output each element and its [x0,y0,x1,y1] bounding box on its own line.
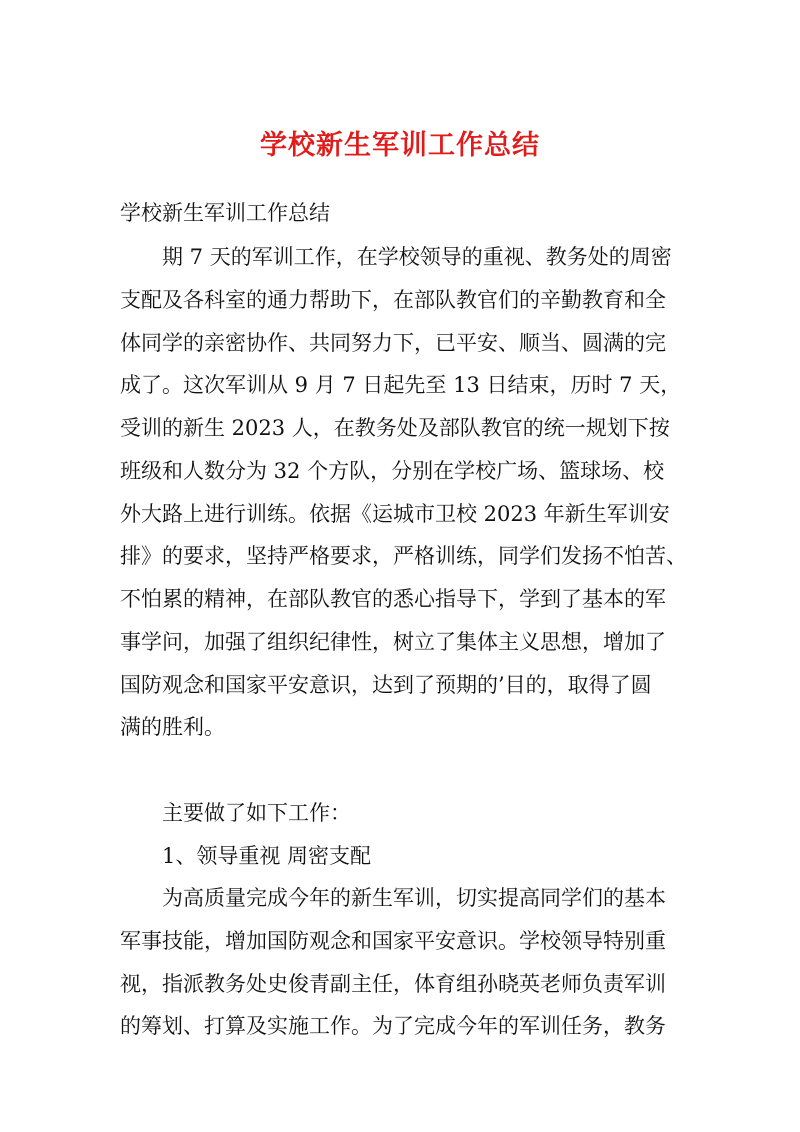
paragraph1-line-7: 外大路上进行训练。依据《运城市卫校 2023 年新生军训安 [120,502,670,526]
document-title: 学校新生军训工作总结 [260,130,540,161]
paragraph2-line-4: 的筹划、打算及实施工作。为了完成今年的军训任务，教务 [120,1014,666,1038]
section1-heading: 1、领导重视 周密支配 [162,844,372,868]
section-intro: 主要做了如下工作： [162,801,351,825]
paragraph1-line-2: 支配及各科室的通力帮助下，在部队教官们的辛勤教育和全 [120,288,666,312]
paragraph1-line-1: 期 7 天的军训工作，在学校领导的重视、教务处的周密 [162,245,672,269]
paragraph1-line-4: 成了。这次军训从 9 月 7 日起先至 13 日结束，历时 7 天， [120,373,682,397]
paragraph1-line-10: 事学问，加强了组织纪律性，树立了集体主义思想，增加了 [120,630,666,654]
paragraph1-line-6: 班级和人数分为 32 个方队，分别在学校广场、篮球场、校 [120,459,665,483]
paragraph2-line-2: 军事技能，增加国防观念和国家平安意识。学校领导特别重 [120,929,666,953]
paragraph1-line-3: 体同学的亲密协作、共同努力下，已平安、顺当、圆满的完 [120,331,666,355]
paragraph1-line-5: 受训的新生 2023 人，在教务处及部队教官的统一规划下按 [120,416,670,440]
paragraph1-line-11: 国防观念和国家平安意识，达到了预期的’目的，取得了圆 [120,673,652,697]
paragraph2-line-3: 视，指派教务处史俊青副主任，体育组孙晓英老师负责军训 [120,972,666,996]
paragraph1-line-12: 满的胜利。 [120,715,225,739]
paragraph1-line-8: 排》的要求，坚持严格要求，严格训练，同学们发扬不怕苦、 [120,544,687,568]
paragraph2-line-1: 为高质量完成今年的新生军训，切实提高同学们的基本 [162,886,666,910]
document-subtitle: 学校新生军训工作总结 [120,201,330,225]
paragraph1-line-9: 不怕累的精神，在部队教官的悉心指导下，学到了基本的军 [120,587,666,611]
